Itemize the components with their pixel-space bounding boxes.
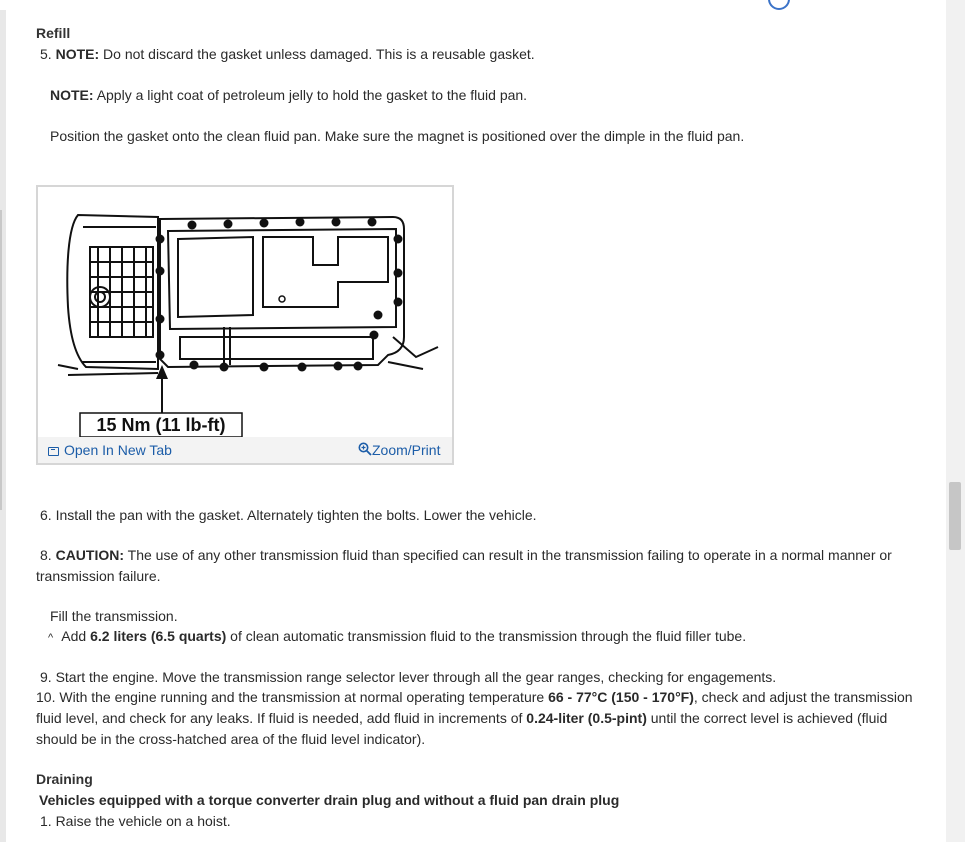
step-8-continued: transmission failure. <box>36 568 161 584</box>
step-9: 9. Start the engine. Move the transmission range selector lever through all the gear ranges, checking for engagements. <box>40 669 777 685</box>
fill-transmission-text: Fill the transmission. <box>50 608 178 624</box>
step-8: 8. CAUTION: The use of any other transmission fluid than specified can result in the transmission failing to operate in a normal manner or <box>40 547 892 563</box>
torque-callout: 15 Nm (11 lb-ft) <box>96 415 226 435</box>
scrollbar-track[interactable] <box>946 0 965 842</box>
open-tab-icon <box>48 447 59 456</box>
step-10-line-2: fluid level, and check for any leaks. If fluid is needed, add fluid in increments of 0.24-liter (0.5-pint) until the correct level is achieved (fluid <box>36 710 888 726</box>
caret-bullet: ^ <box>48 632 54 644</box>
zoom-print-link[interactable]: Zoom/Print <box>358 442 440 458</box>
pan-bolt-figure <box>36 185 454 465</box>
section-heading-refill: Refill <box>36 25 71 41</box>
document-panel <box>6 10 946 842</box>
draining-subheading: Vehicles equipped with a torque converter drain plug and without a fluid pan drain plug <box>39 792 620 808</box>
fluid-pan-diagram <box>38 187 452 437</box>
section-heading-draining: Draining <box>36 771 93 787</box>
figure-footer <box>38 437 452 463</box>
step-10-line-3: should be in the cross-hatched area of the fluid level indicator). <box>36 731 426 747</box>
account-icon[interactable] <box>768 0 790 10</box>
draining-step-1: 1. Raise the vehicle on a hoist. <box>40 813 231 829</box>
magnifier-icon <box>358 442 372 456</box>
step-6: 6. Install the pan with the gasket. Alternately tighten the bolts. Lower the vehicle. <box>40 507 537 523</box>
position-gasket-text: Position the gasket onto the clean fluid pan. Make sure the magnet is positioned over the dimple in the fluid pan. <box>50 128 745 144</box>
step-5: 5. NOTE: Do not discard the gasket unless damaged. This is a reusable gasket. <box>40 46 535 62</box>
note-petroleum-jelly: NOTE: Apply a light coat of petroleum jelly to hold the gasket to the fluid pan. <box>50 87 528 103</box>
fill-bullet-item: ^ Add 6.2 liters (6.5 quarts) of clean automatic transmission fluid to the transmission through the fluid filler tube. <box>48 628 747 644</box>
scrollbar-thumb[interactable] <box>949 482 961 550</box>
step-10-line-1: 10. With the engine running and the transmission at normal operating temperature 66 - 77°C (150 - 170°F), check and adjust the transmission <box>36 689 913 705</box>
open-in-new-tab-link[interactable]: Open In New Tab <box>48 442 172 458</box>
